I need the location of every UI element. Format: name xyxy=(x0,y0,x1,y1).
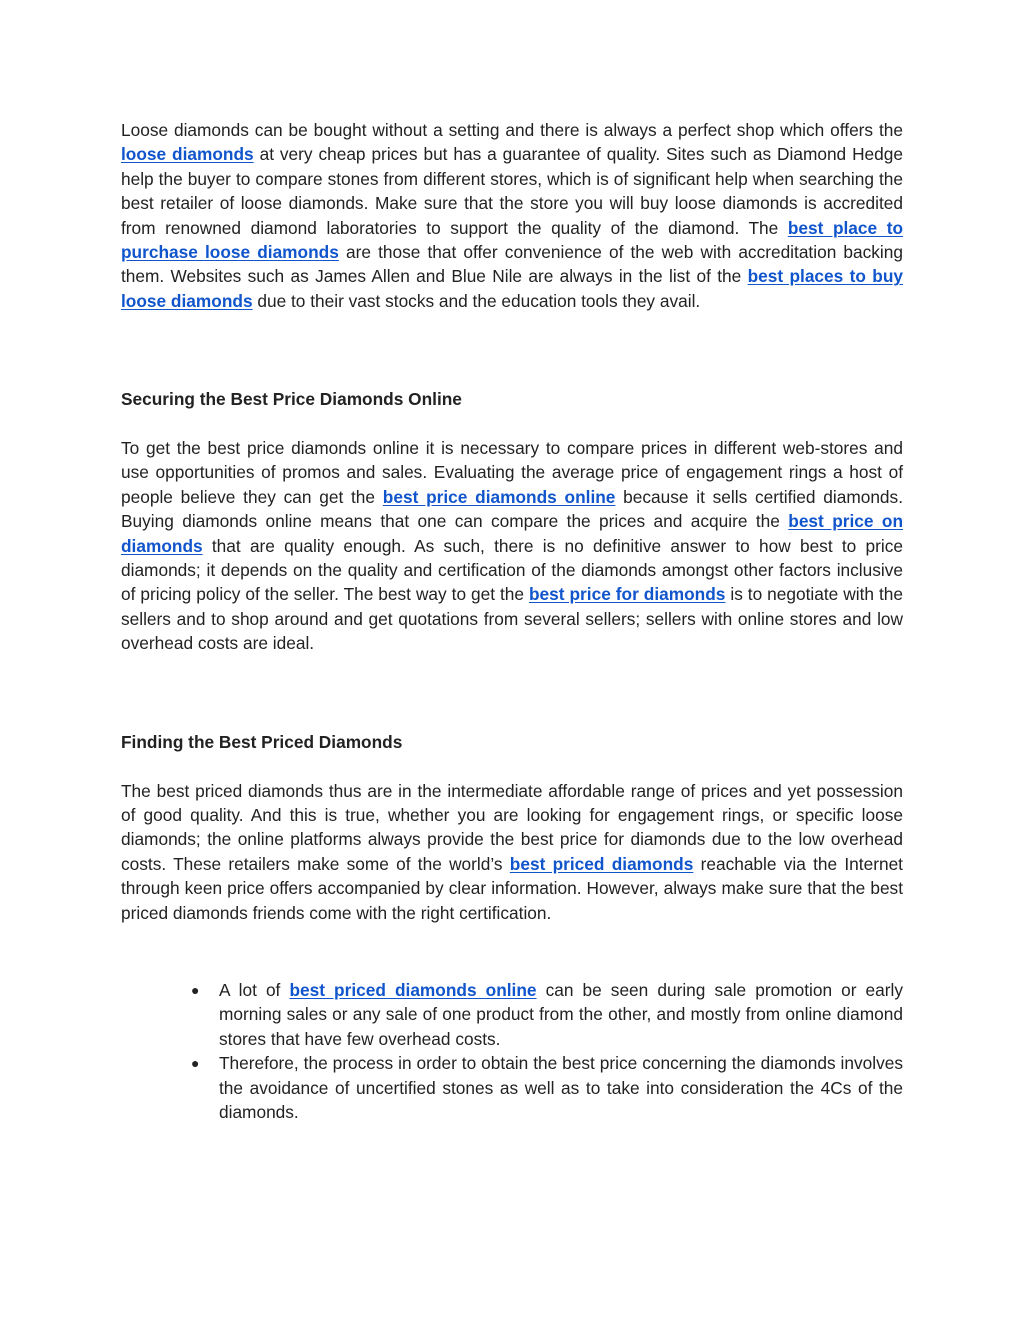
bullet-icon: ● xyxy=(191,1055,200,1072)
securing-text-1: To get the best price diamonds online it is necessary to compare prices in different web-stores and use opportunities of promos and sales. Evaluating the average price of engagement rings a host of people believe they can get the xyxy=(121,438,903,507)
bullet1-text-1: A lot of xyxy=(219,979,290,1000)
link-best-price-for-diamonds[interactable]: best price for diamonds xyxy=(529,584,726,605)
securing-text-2: because it sells certified diamonds. Buying diamonds online means that one can compare the prices and acquire the xyxy=(121,486,903,532)
intro-paragraph xyxy=(121,118,903,313)
securing-paragraph xyxy=(121,436,903,656)
document-page xyxy=(121,118,903,1124)
bullet-icon: ● xyxy=(191,981,200,998)
bullet1-text-2: can be seen during sale promotion or early morning sales or any sale of one product from the other, and mostly from online diamond stores that have few overhead costs. xyxy=(219,979,904,1049)
intro-text-4: due to their vast stocks and the education tools they avail. xyxy=(252,290,701,311)
link-best-place-to-purchase-loose-diamonds[interactable]: best place to purchase loose diamonds xyxy=(121,217,904,263)
intro-text-1: Loose diamonds can be bought without a setting and there is always a perfect shop which offers the xyxy=(121,120,903,140)
intro-text-3: are those that offer convenience of the web with accreditation backing them. Websites such as James Allen and Blue Nile are always in the list of the xyxy=(121,242,903,287)
link-loose-diamonds[interactable]: loose diamonds xyxy=(121,144,254,165)
link-best-priced-diamonds[interactable]: best priced diamonds xyxy=(509,853,694,874)
bullet-list xyxy=(121,978,903,1124)
section-heading-securing: Securing the Best Price Diamonds Online xyxy=(121,389,462,410)
list-item xyxy=(191,1051,903,1124)
link-best-price-on-diamonds[interactable]: best price on diamonds xyxy=(121,511,903,556)
bullet2-text-1: Therefore, the process in order to obtain the best price concerning the diamonds involves the avoidance of uncertified stones as well as to take into consideration the 4Cs of the diamonds. xyxy=(219,1053,903,1122)
securing-text-4: is to negotiate with the sellers and to shop around and get quotations from several sellers; sellers with online stores and low overhead costs are ideal. xyxy=(121,584,903,654)
link-best-price-diamonds-online[interactable]: best price diamonds online xyxy=(382,486,616,507)
finding-text-1: The best priced diamonds thus are in the intermediate affordable range of prices and yet possession of good quality. And this is true, whether you are looking for engagement rings, or specific loose diamonds; the online platforms always provide the best price for diamonds due to the low overhead costs. These retailers make some of the world’s xyxy=(121,780,903,874)
link-best-priced-diamonds-online[interactable]: best priced diamonds online xyxy=(289,979,537,1000)
securing-text-3: that are quality enough. As such, there is no definitive answer to how best to price diamonds; it depends on the quality and certification of the diamonds amongst other factors inclusive of pricing policy of the seller. The best way to get the xyxy=(121,535,903,605)
list-item xyxy=(191,978,904,1051)
finding-text-2: reachable via the Internet through keen price offers accompanied by clear information. However, always make sure that the best priced diamonds friends come with the right certification. xyxy=(121,853,903,923)
intro-text-2: at very cheap prices but has a guarantee of quality. Sites such as Diamond Hedge help the buyer to compare stones from different stores, which is of significant help when searching the best retailer of loose diamonds. Make sure that the store you will buy loose diamonds is accredited from renowned diamond laboratories to support the quality of the diamond. The xyxy=(121,144,903,238)
finding-paragraph xyxy=(121,779,903,925)
section-heading-finding: Finding the Best Priced Diamonds xyxy=(121,731,403,752)
link-best-places-to-buy-loose-diamonds[interactable]: best places to buy loose diamonds xyxy=(121,266,903,311)
